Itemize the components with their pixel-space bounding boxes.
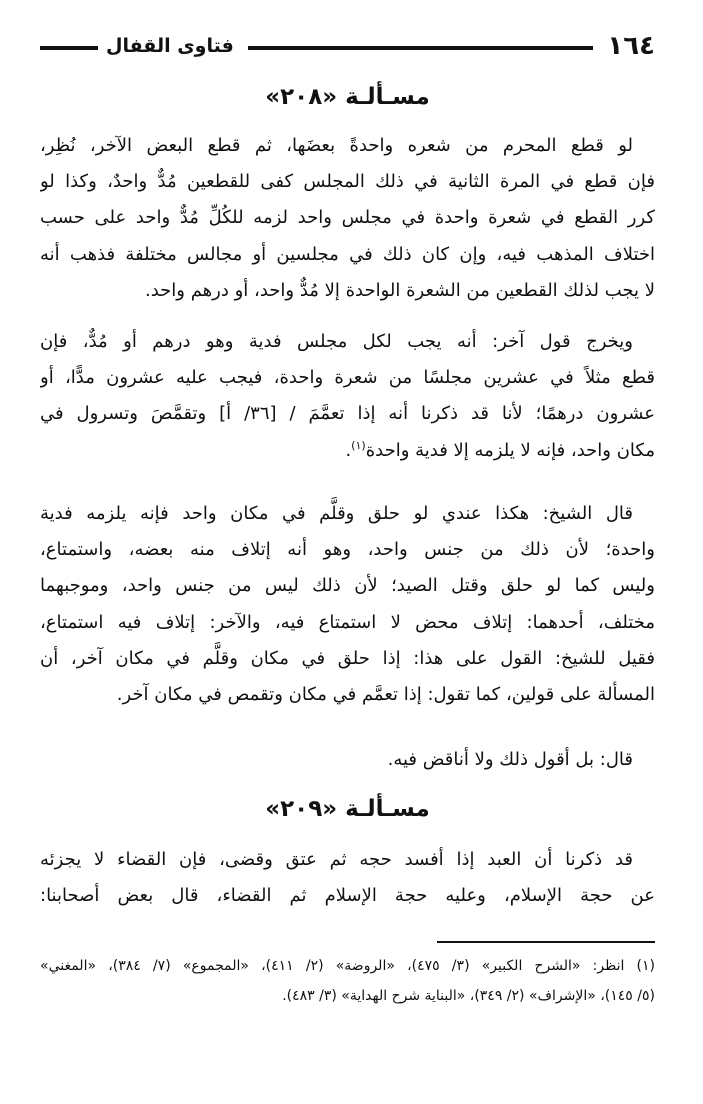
sentence-end: . <box>345 439 352 461</box>
section-heading-208: مسـألـة «٢٠٨» <box>265 84 430 110</box>
text-line: كرر القطع في شعرة واحدة في مجلس واحد لزمه للكُلِّ مُدٌّ واحد على حسب <box>40 207 655 229</box>
footnote-line: (٥/ ١٤٥)، «الإشراف» (٢/ ٣٤٩)، «البناية شرح الهداية» (٣/ ٤٨٣). <box>282 988 655 1004</box>
text-line: قال الشيخ: هكذا عندي لو حلق وقلَّم في مكان واحد فإنه يلزمه فدية <box>40 503 633 524</box>
text-line: عن حجة الإسلام، وعليه حجة الإسلام ثم القضاء، قال بعض أصحابنا: <box>40 885 655 907</box>
footnote-separator <box>437 941 655 943</box>
text-line: فإن قطع في المرة الثانية في ذلك المجلس كفى للقطعين مُدٌّ واحدٌ، وكذا لو <box>40 171 655 193</box>
paragraph-4 <box>40 742 655 778</box>
footnotes <box>40 951 655 1011</box>
footnote-line: (١) انظر: «الشرح الكبير» (٣/ ٤٧٥)، «الروضة» (٢/ ٤١١)، «المجموع» (٧/ ٣٨٤)، «المغني» <box>40 958 655 974</box>
text-line: قال: بل أقول ذلك ولا أناقض فيه. <box>387 749 633 770</box>
text-line <box>40 433 655 469</box>
text-line: قد ذكرنا أن العبد إذا أفسد حجه ثم عتق وقضى، فإن القضاء لا يجزئه <box>40 849 633 870</box>
paragraph-1 <box>40 128 655 309</box>
text-line: مختلف، أحدهما: إتلاف محض لا استمتاع فيه، والآخر: إتلاف فيه استمتاع، <box>40 611 655 633</box>
header-rule-tail <box>40 46 98 50</box>
text-line: ويخرج قول آخر: أنه يجب لكل مجلس فدية وهو درهم أو مُدٌّ، فإن <box>40 331 633 352</box>
text-line: المسألة على قولين، كما تقول: إذا تعمَّم في مكان وتقمص في مكان آخر. <box>116 684 655 706</box>
section-heading-209: مسـألـة «٢٠٩» <box>265 796 430 822</box>
running-title: فتاوى القفال <box>106 35 234 57</box>
page-header <box>40 26 655 66</box>
text-line: وليس كما لو حلق وقتل الصيد؛ لأن ذلك ليس من جنس واحد، وموجبهما <box>40 575 655 597</box>
paragraph-2 <box>40 324 655 469</box>
text-line: لو قطع المحرم من شعره واحدةً بعضَها، ثم قطع البعض الآخر، نُظِر، <box>40 135 633 156</box>
text-line: واحدة؛ لأن ذلك من جنس واحد، وهو أنه إتلاف منه بعضه، واستمتاع، <box>40 539 655 561</box>
footnote-marker: (١) <box>351 438 366 452</box>
text-line: فقيل للشيخ: القول على هذا: إذا حلق في مكان وقلَّم في مكان آخر، أن <box>40 647 655 669</box>
paragraph-5 <box>40 842 655 914</box>
paragraph-3 <box>40 496 655 713</box>
text-line: لا يجب لذلك القطعين من الشعرة الواحدة إلا مُدٌّ واحد، أو درهم واحد. <box>144 279 655 301</box>
page-number: ١٦٤ <box>607 31 655 61</box>
text-line-content: مكان واحد، فإنه لا يلزمه إلا فدية واحدة <box>365 439 655 461</box>
header-rule <box>248 46 594 50</box>
text-line: عشرون درهمًا؛ لأنا قد ذكرنا أنه إذا تعمَّمَ / [٣٦/ أ] وتقمَّصَ وتسرول في <box>40 403 655 425</box>
text-line: اختلاف المذهب فيه، وإن كان ذلك في مجلسين أو مجالس مختلفة فذهب أنه <box>40 243 655 265</box>
text-line: قطع مثلاً في عشرين مجلسًا من شعرة واحدة، فيجب عليه عشرون مدًّا، أو <box>40 367 655 389</box>
